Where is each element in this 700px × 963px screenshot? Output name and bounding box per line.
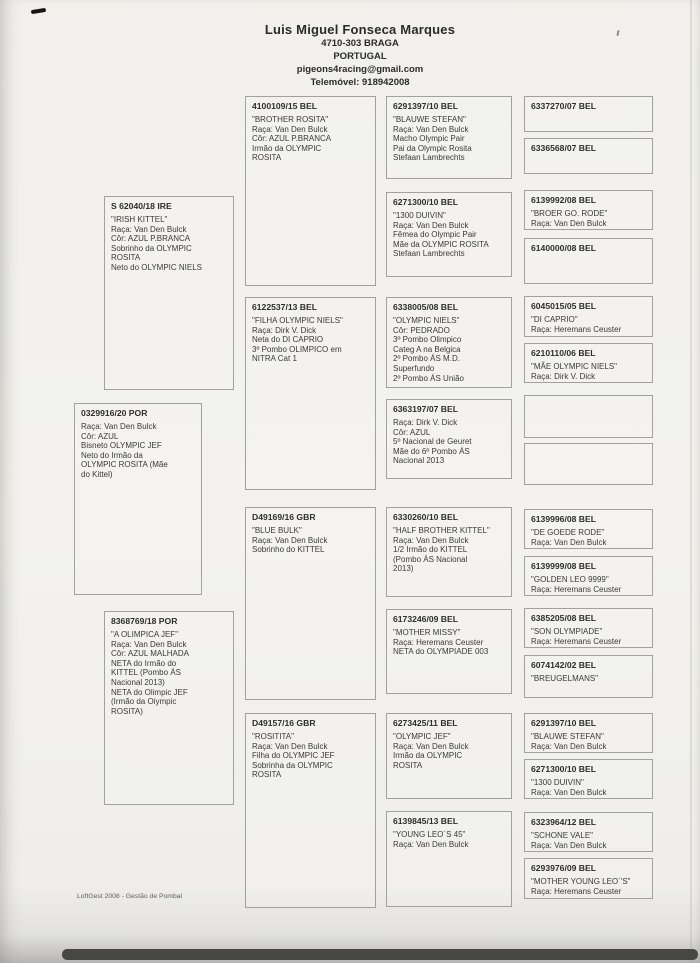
software-credit: LoftGest 2008 - Gestão de Pombal bbox=[77, 893, 183, 900]
ring-number: D49169/16 GBR bbox=[252, 512, 316, 522]
pedigree-line: "A OLIMPICA JEF" bbox=[111, 630, 179, 639]
pedigree-box bbox=[386, 399, 512, 479]
pedigree-box bbox=[524, 759, 653, 799]
pedigree-line: Stefaan Lambrechts bbox=[393, 153, 465, 163]
pedigree-box bbox=[245, 96, 376, 286]
pedigree-line: "BROER GO. RODE" bbox=[531, 209, 608, 218]
breeder-header bbox=[30, 22, 690, 89]
pedigree-box bbox=[386, 609, 512, 694]
pedigree-details bbox=[531, 362, 648, 381]
ring-number: 6139992/08 BEL bbox=[531, 195, 596, 205]
pedigree-box bbox=[245, 713, 376, 908]
ring-number: 6139999/08 BEL bbox=[531, 561, 596, 571]
pedigree-line: "HALF BROTHER KITTEL" bbox=[393, 526, 490, 535]
pedigree-line: 3º Pombo OLIMPICO em bbox=[252, 344, 342, 354]
pedigree-line: Raça: Heremans Ceuster bbox=[531, 584, 622, 594]
ring-number: 4100109/15 BEL bbox=[252, 101, 317, 111]
pedigree-line: Raça: Van Den Bulck bbox=[252, 535, 328, 545]
page-edge-line bbox=[690, 0, 692, 963]
pedigree-details bbox=[111, 215, 229, 273]
pedigree-line: Raça: Van Den Bulck bbox=[531, 218, 607, 228]
pedigree-box-empty bbox=[524, 443, 653, 485]
pedigree-box bbox=[386, 297, 512, 388]
pedigree-details bbox=[531, 831, 648, 850]
ring-number: 6139845/13 BEL bbox=[393, 816, 458, 826]
pedigree-line: (Irmão da Oiympic bbox=[111, 697, 177, 707]
pedigree-line: Neto do OLYMPIC NIELS bbox=[111, 262, 202, 272]
pedigree-line: Nacional 2013 bbox=[393, 456, 445, 466]
pedigree-line: Côr: AZUL bbox=[393, 427, 431, 437]
pedigree-line: Raça: Heremans Ceuster bbox=[531, 886, 622, 896]
pedigree-box bbox=[524, 655, 653, 698]
pedigree-line: (Pombo ÁS Nacional bbox=[393, 554, 468, 564]
ring-number: 6273425/11 BEL bbox=[393, 718, 458, 728]
pedigree-box bbox=[386, 96, 512, 179]
ring-number: 6337270/07 BEL bbox=[531, 101, 596, 111]
ring-number: S 62040/18 IRE bbox=[111, 201, 172, 211]
pedigree-line: Mãe do 6º Pombo ÁS bbox=[393, 446, 470, 456]
pedigree-line: "BROTHER ROSITA" bbox=[252, 115, 329, 124]
pedigree-line: 5º Nacional de Geuret bbox=[393, 437, 472, 447]
ring-number: 6139996/08 BEL bbox=[531, 514, 596, 524]
pedigree-box-sire bbox=[104, 196, 234, 390]
pedigree-line: Sobrinha da OLYMPIC bbox=[252, 760, 333, 770]
pedigree-line: Côr: AZUL P.BRANCA bbox=[111, 234, 191, 244]
pedigree-box bbox=[524, 509, 653, 549]
pedigree-line: ROSITA bbox=[252, 770, 282, 780]
ring-number: 6323964/12 BEL bbox=[531, 817, 596, 827]
pedigree-details bbox=[531, 674, 648, 684]
ring-number: 6336568/07 BEL bbox=[531, 143, 596, 153]
pedigree-line: Neta do DI CAPRIO bbox=[252, 335, 324, 345]
pedigree-line: "SCHONE VALE" bbox=[531, 831, 593, 840]
pedigree-line: "FILHA OLYMPIC NIELS" bbox=[252, 316, 343, 325]
pedigree-line: Raça: Van Den Bulck bbox=[252, 741, 328, 751]
pedigree-line: Raça: Heremans Ceuster bbox=[393, 637, 484, 647]
ring-number: 6271300/10 BEL bbox=[393, 197, 458, 207]
pedigree-details bbox=[252, 115, 371, 163]
pedigree-box bbox=[386, 811, 512, 907]
pedigree-line: 1/2 Irmão do KITTEL bbox=[393, 545, 468, 555]
pedigree-line: "BLAUWE STEFAN" bbox=[531, 732, 604, 741]
pedigree-line: Côr: AZUL MALHADA bbox=[111, 649, 189, 659]
pedigree-details bbox=[531, 209, 648, 228]
scan-artifact-dash bbox=[31, 8, 46, 14]
ring-number: 6074142/02 BEL bbox=[531, 660, 596, 670]
pedigree-box bbox=[386, 507, 512, 597]
breeder-phone: Telemóvel: 918942008 bbox=[310, 77, 410, 88]
pedigree-line: "DE GOEDE RODE" bbox=[531, 528, 605, 537]
pedigree-line: Raça: Van Den Bulck bbox=[393, 535, 469, 545]
pedigree-details bbox=[531, 627, 648, 646]
pedigree-box-empty bbox=[524, 395, 653, 438]
pedigree-details bbox=[393, 316, 507, 383]
pedigree-line: Raça: Van Den Bulck bbox=[111, 224, 187, 234]
pedigree-line: "BLAUWE STEFAN" bbox=[393, 115, 466, 124]
breeder-name: Luis Miguel Fonseca Marques bbox=[264, 22, 456, 37]
pedigree-box bbox=[524, 96, 653, 132]
pedigree-line: do Kittel) bbox=[81, 469, 113, 479]
pedigree-details bbox=[531, 778, 648, 797]
pedigree-line: Raça: Van Den Bulck bbox=[393, 741, 469, 751]
pedigree-box bbox=[524, 343, 653, 383]
pedigree-line: Raça: Dirk V. Dick bbox=[393, 418, 458, 427]
pedigree-line: NETA do OLYMPIADE 003 bbox=[393, 647, 489, 657]
pedigree-line: Irmão da OLYMPIC bbox=[252, 143, 322, 153]
ring-number: 6338005/08 BEL bbox=[393, 302, 458, 312]
pedigree-line: Fêmea do Olympic Pair bbox=[393, 230, 477, 240]
pedigree-box bbox=[524, 138, 653, 174]
pedigree-line: Macho Olympic Pair bbox=[393, 134, 465, 144]
pedigree-line: NETA do Irmão do bbox=[111, 658, 177, 668]
pedigree-line: Stefaan Lambrechts bbox=[393, 249, 465, 259]
pedigree-line: Mãe da OLYMPIC ROSITA bbox=[393, 239, 489, 249]
pedigree-details bbox=[393, 115, 507, 163]
pedigree-line: "GOLDEN LEO 9999" bbox=[531, 575, 609, 584]
pedigree-line: Raça: Van Den Bulck bbox=[393, 220, 469, 230]
pedigree-line: 3º Pombo Olimpico bbox=[393, 335, 462, 345]
pedigree-line: "MÃE OLYMPIC NIELS" bbox=[531, 362, 617, 371]
pedigree-line: Raça: Heremans Ceuster bbox=[531, 324, 622, 334]
pedigree-line: "OLYMPIC NIELS" bbox=[393, 316, 460, 325]
ring-number: 6293976/09 BEL bbox=[531, 863, 596, 873]
ring-number: 6330260/10 BEL bbox=[393, 512, 458, 522]
pedigree-line: Raça: Van Den Bulck bbox=[531, 537, 607, 547]
pedigree-box bbox=[524, 608, 653, 648]
pedigree-line: Raça: Van Den Bulck bbox=[393, 124, 469, 134]
pedigree-line: "BLUE BULK" bbox=[252, 526, 302, 535]
pedigree-line: Côr: AZUL bbox=[81, 431, 119, 441]
pedigree-line: Raça: Van Den Bulck bbox=[393, 839, 469, 849]
pedigree-line: "BREUGELMANS" bbox=[531, 674, 599, 683]
pedigree-details bbox=[393, 418, 507, 466]
pedigree-line: "MOTHER MISSY" bbox=[393, 628, 461, 637]
pedigree-line: ROSITA bbox=[393, 760, 423, 770]
pedigree-box bbox=[245, 507, 376, 700]
pedigree-details bbox=[531, 877, 648, 896]
ring-number: 6210110/06 BEL bbox=[531, 348, 596, 358]
pedigree-line: Raça: Van Den Bulck bbox=[81, 422, 157, 431]
pedigree-line: NETA do Olimpic JEF bbox=[111, 687, 188, 697]
pedigree-line: "MOTHER YOUNG LEO´'S" bbox=[531, 877, 631, 886]
ring-number: 6385205/08 BEL bbox=[531, 613, 596, 623]
pedigree-line: "SON OLYMPIADE" bbox=[531, 627, 603, 636]
pedigree-details bbox=[81, 422, 197, 480]
pedigree-box bbox=[524, 858, 653, 899]
pedigree-line: 2º Pombo ÁS M.D. bbox=[393, 354, 460, 364]
ring-number: 6291397/10 BEL bbox=[531, 718, 596, 728]
pedigree-line: "YOUNG LEO´S 45" bbox=[393, 830, 466, 839]
ring-number: 6173246/09 BEL bbox=[393, 614, 458, 624]
pedigree-box-dam bbox=[104, 611, 234, 805]
pedigree-line: Categ A na Belgica bbox=[393, 344, 461, 354]
pedigree-line: Raça: Van Den Bulck bbox=[531, 787, 607, 797]
pedigree-line: "ROSITITA" bbox=[252, 732, 294, 741]
pedigree-line: 2º Pombo ÁS União bbox=[393, 373, 464, 383]
ring-number: 0329916/20 POR bbox=[81, 408, 148, 418]
pedigree-details bbox=[531, 575, 648, 594]
pedigree-line: Côr: PEDRADO bbox=[393, 325, 450, 335]
breeder-email: pigeons4racing@gmail.com bbox=[296, 64, 424, 75]
ring-number: 6271300/10 BEL bbox=[531, 764, 596, 774]
pedigree-details bbox=[393, 732, 507, 770]
pedigree-line: Neto do Irmão da bbox=[81, 450, 143, 460]
pedigree-line: Irmão da OLYMPIC bbox=[393, 751, 463, 761]
pedigree-details bbox=[393, 830, 507, 849]
pedigree-line: Sobrinho da OLYMPIC bbox=[111, 243, 192, 253]
pedigree-box bbox=[386, 192, 512, 277]
pedigree-line: Superfundo bbox=[393, 363, 435, 373]
pedigree-line: Raça: Dirk V. Dick bbox=[252, 325, 317, 335]
ring-number: 8368769/18 POR bbox=[111, 616, 178, 626]
pedigree-box bbox=[245, 297, 376, 490]
pedigree-details bbox=[111, 630, 229, 716]
pedigree-line: ROSITA bbox=[252, 153, 282, 163]
pedigree-line: Filha do OLYMPIC JEF bbox=[252, 751, 335, 761]
pedigree-line: Pai da Olympic Rosita bbox=[393, 143, 472, 153]
pedigree-line: "DI CAPRIO" bbox=[531, 315, 578, 324]
pedigree-line: Bisneto OLYMPIC JEF bbox=[81, 441, 162, 451]
ring-number: 6045015/05 BEL bbox=[531, 301, 596, 311]
pedigree-line: OLYMPIC ROSITA (Mãe bbox=[81, 460, 168, 470]
pedigree-details bbox=[531, 732, 648, 751]
pedigree-line: Sobrinho do KITTEL bbox=[252, 545, 325, 555]
ring-number: D49157/16 GBR bbox=[252, 718, 316, 728]
pedigree-line: Côr: AZUL P.BRANCA bbox=[252, 134, 332, 144]
pedigree-details bbox=[531, 528, 648, 547]
pedigree-details bbox=[393, 211, 507, 259]
pedigree-box bbox=[524, 296, 653, 337]
pedigree-line: "1300 DUIVIN" bbox=[531, 778, 584, 787]
pedigree-box bbox=[524, 238, 653, 284]
pedigree-box-subject bbox=[74, 403, 202, 595]
pedigree-line: NITRA Cat 1 bbox=[252, 354, 297, 364]
pedigree-box bbox=[386, 713, 512, 799]
pedigree-line: Raça: Van Den Bulck bbox=[531, 741, 607, 751]
pedigree-line: Raça: Dirk V. Dick bbox=[531, 371, 596, 381]
breeder-address: 4710-303 BRAGA bbox=[321, 38, 399, 49]
pedigree-details bbox=[393, 526, 507, 574]
pedigree-line: Raça: Heremans Ceuster bbox=[531, 636, 622, 646]
pedigree-box bbox=[524, 713, 653, 753]
pedigree-details bbox=[252, 732, 371, 780]
pedigree-details bbox=[252, 526, 371, 555]
pedigree-line: Raça: Van Den Bulck bbox=[531, 840, 607, 850]
pedigree-details bbox=[252, 316, 371, 364]
scan-edge-bar bbox=[62, 949, 698, 960]
ring-number: 6291397/10 BEL bbox=[393, 101, 458, 111]
ring-number: 6122537/13 BEL bbox=[252, 302, 317, 312]
breeder-country: PORTUGAL bbox=[333, 51, 387, 62]
pedigree-box bbox=[524, 556, 653, 596]
pedigree-line: ROSITA bbox=[111, 253, 141, 263]
pedigree-line: 2013) bbox=[393, 564, 414, 574]
ring-number: 6140000/08 BEL bbox=[531, 243, 596, 253]
pedigree-box bbox=[524, 812, 653, 852]
pedigree-box bbox=[524, 190, 653, 230]
pedigree-line: "OLYMPIC JEF" bbox=[393, 732, 451, 741]
pedigree-line: Nacional 2013) bbox=[111, 677, 165, 687]
pedigree-line: KITTEL (Pombo ÁS bbox=[111, 668, 181, 678]
pedigree-line: "1300 DUIVIN" bbox=[393, 211, 446, 220]
ring-number: 6363197/07 BEL bbox=[393, 404, 458, 414]
pedigree-details bbox=[531, 315, 648, 334]
pedigree-line: Raça: Van Den Bulck bbox=[111, 639, 187, 649]
pedigree-details bbox=[393, 628, 507, 657]
pedigree-line: "IRISH KITTEL" bbox=[111, 215, 168, 224]
pedigree-line: Raça: Van Den Bulck bbox=[252, 124, 328, 134]
pedigree-line: ROSITA) bbox=[111, 706, 143, 716]
